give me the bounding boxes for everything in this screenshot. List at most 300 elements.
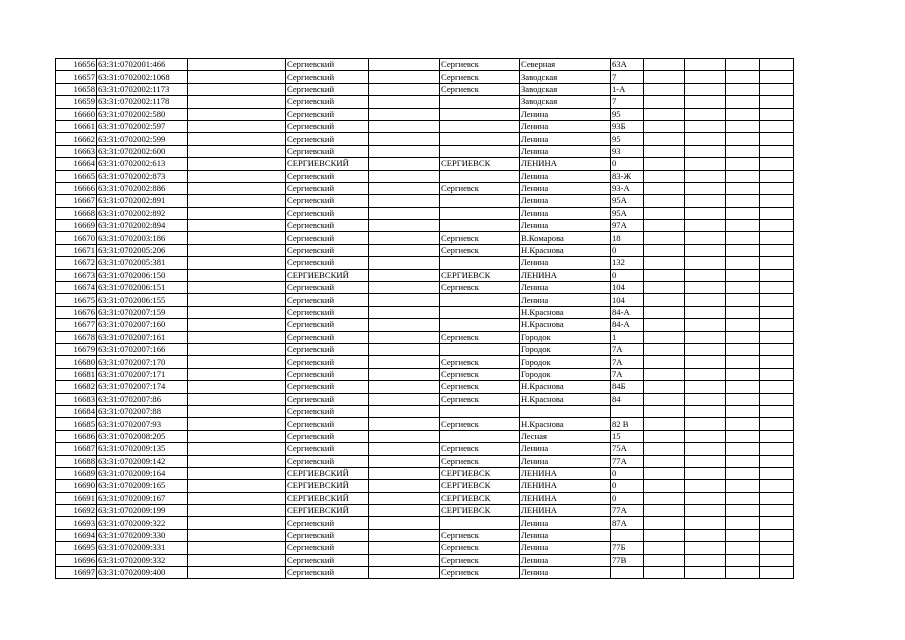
empty-cell [760, 120, 794, 132]
empty-cell [685, 145, 726, 157]
empty-cell [760, 343, 794, 355]
empty-cell [726, 554, 760, 566]
row-number-cell: 16670 [56, 232, 97, 244]
district-cell: Сергиевский [286, 306, 369, 318]
row-number-cell: 16691 [56, 492, 97, 504]
table-row [56, 195, 794, 207]
house-number-cell: 7 [611, 96, 644, 108]
empty-cell [644, 269, 685, 281]
house-number-cell: 93Б [611, 120, 644, 132]
empty-cell [760, 505, 794, 517]
empty-cell [726, 71, 760, 83]
street-cell: Заводская [520, 71, 611, 83]
empty-cell [188, 393, 286, 405]
district-cell: СЕРГИЕВСКИЙ [286, 505, 369, 517]
house-number-cell: 84-А [611, 306, 644, 318]
empty-cell [644, 319, 685, 331]
cadastral-number-cell: 63:31:0702007:170 [97, 356, 188, 368]
district-cell: Сергиевский [286, 244, 369, 256]
street-cell: Ленина [520, 195, 611, 207]
empty-cell [188, 207, 286, 219]
empty-cell [685, 430, 726, 442]
empty-cell [644, 71, 685, 83]
city-cell: Сергиевск [440, 455, 520, 467]
empty-cell [369, 467, 440, 479]
empty-cell [760, 418, 794, 430]
empty-cell [760, 430, 794, 442]
empty-cell [369, 269, 440, 281]
empty-cell [760, 59, 794, 71]
row-number-cell: 16663 [56, 145, 97, 157]
empty-cell [644, 282, 685, 294]
empty-cell [188, 443, 286, 455]
city-cell: Сергиевск [440, 542, 520, 554]
empty-cell [760, 381, 794, 393]
empty-cell [188, 492, 286, 504]
empty-cell [369, 319, 440, 331]
table-row [56, 368, 794, 380]
empty-cell [726, 158, 760, 170]
city-cell [440, 170, 520, 182]
table-row [56, 220, 794, 232]
district-cell: Сергиевский [286, 455, 369, 467]
empty-cell [369, 108, 440, 120]
district-cell: Сергиевский [286, 220, 369, 232]
city-cell: Сергиевск [440, 83, 520, 95]
table-row [56, 207, 794, 219]
house-number-cell: 18 [611, 232, 644, 244]
district-cell: Сергиевский [286, 430, 369, 442]
empty-cell [644, 244, 685, 256]
cadastral-number-cell: 63:31:0702009:330 [97, 529, 188, 541]
district-cell: Сергиевский [286, 554, 369, 566]
empty-cell [760, 517, 794, 529]
empty-cell [369, 554, 440, 566]
empty-cell [760, 480, 794, 492]
empty-cell [188, 170, 286, 182]
empty-cell [685, 343, 726, 355]
row-number-cell: 16692 [56, 505, 97, 517]
empty-cell [369, 418, 440, 430]
house-number-cell: 97А [611, 220, 644, 232]
empty-cell [685, 517, 726, 529]
table-row [56, 59, 794, 71]
row-number-cell: 16682 [56, 381, 97, 393]
district-cell: Сергиевский [286, 418, 369, 430]
district-cell: СЕРГИЕВСКИЙ [286, 480, 369, 492]
table-row [56, 294, 794, 306]
district-cell: Сергиевский [286, 282, 369, 294]
empty-cell [685, 480, 726, 492]
row-number-cell: 16678 [56, 331, 97, 343]
district-cell: СЕРГИЕВСКИЙ [286, 158, 369, 170]
empty-cell [188, 505, 286, 517]
street-cell: Ленина [520, 108, 611, 120]
empty-cell [644, 120, 685, 132]
city-cell [440, 207, 520, 219]
empty-cell [188, 83, 286, 95]
empty-cell [726, 306, 760, 318]
empty-cell [369, 567, 440, 579]
empty-cell [369, 133, 440, 145]
empty-cell [685, 170, 726, 182]
district-cell: Сергиевский [286, 59, 369, 71]
table-row [56, 244, 794, 256]
city-cell: Сергиевск [440, 282, 520, 294]
empty-cell [760, 467, 794, 479]
empty-cell [644, 331, 685, 343]
street-cell: Северная [520, 59, 611, 71]
district-cell: Сергиевский [286, 257, 369, 269]
cadastral-number-cell: 63:31:0702002:892 [97, 207, 188, 219]
empty-cell [726, 405, 760, 417]
city-cell: Сергиевск [440, 443, 520, 455]
street-cell: ЛЕНИНА [520, 505, 611, 517]
cadastral-number-cell: 63:31:0702002:1068 [97, 71, 188, 83]
empty-cell [369, 182, 440, 194]
empty-cell [369, 368, 440, 380]
cadastral-number-cell: 63:31:0702002:580 [97, 108, 188, 120]
district-cell: Сергиевский [286, 120, 369, 132]
empty-cell [685, 220, 726, 232]
empty-cell [685, 282, 726, 294]
empty-cell [685, 331, 726, 343]
district-cell: Сергиевский [286, 145, 369, 157]
empty-cell [685, 96, 726, 108]
empty-cell [188, 467, 286, 479]
empty-cell [760, 170, 794, 182]
empty-cell [760, 232, 794, 244]
row-number-cell: 16667 [56, 195, 97, 207]
city-cell [440, 430, 520, 442]
cadastral-number-cell: 63:31:0702006:155 [97, 294, 188, 306]
empty-cell [760, 108, 794, 120]
empty-cell [188, 554, 286, 566]
city-cell: Сергиевск [440, 59, 520, 71]
street-cell: Заводская [520, 96, 611, 108]
cadastral-number-cell: 63:31:0702002:1178 [97, 96, 188, 108]
empty-cell [188, 158, 286, 170]
house-number-cell: 84 [611, 393, 644, 405]
city-cell: Сергиевск [440, 529, 520, 541]
table-row [56, 393, 794, 405]
street-cell: Ленина [520, 554, 611, 566]
empty-cell [644, 207, 685, 219]
empty-cell [644, 195, 685, 207]
cadastral-number-cell: 63:31:0702007:166 [97, 343, 188, 355]
cadastral-number-cell: 63:31:0702006:151 [97, 282, 188, 294]
empty-cell [644, 133, 685, 145]
empty-cell [760, 96, 794, 108]
empty-cell [369, 83, 440, 95]
house-number-cell: 95 [611, 133, 644, 145]
table-row [56, 120, 794, 132]
empty-cell [760, 207, 794, 219]
house-number-cell: 1 [611, 331, 644, 343]
empty-cell [726, 517, 760, 529]
empty-cell [685, 133, 726, 145]
table-row [56, 517, 794, 529]
empty-cell [644, 517, 685, 529]
street-cell: Ленина [520, 443, 611, 455]
cadastral-number-cell: 63:31:0702002:597 [97, 120, 188, 132]
table-row [56, 567, 794, 579]
empty-cell [188, 269, 286, 281]
empty-cell [188, 455, 286, 467]
empty-cell [188, 71, 286, 83]
house-number-cell: 7А [611, 343, 644, 355]
cadastral-number-cell: 63:31:0702007:171 [97, 368, 188, 380]
empty-cell [369, 170, 440, 182]
empty-cell [369, 405, 440, 417]
cadastral-number-cell: 63:31:0702007:86 [97, 393, 188, 405]
row-number-cell: 16660 [56, 108, 97, 120]
table-row [56, 529, 794, 541]
empty-cell [188, 145, 286, 157]
empty-cell [726, 368, 760, 380]
empty-cell [369, 257, 440, 269]
house-number-cell: 83-Ж [611, 170, 644, 182]
street-cell [520, 405, 611, 417]
street-cell: Ленина [520, 170, 611, 182]
empty-cell [644, 257, 685, 269]
street-cell: Н.Краснова [520, 393, 611, 405]
empty-cell [644, 505, 685, 517]
table-row [56, 418, 794, 430]
table-body [56, 59, 794, 579]
empty-cell [760, 182, 794, 194]
city-cell [440, 108, 520, 120]
district-cell: Сергиевский [286, 71, 369, 83]
empty-cell [644, 182, 685, 194]
street-cell: Ленина [520, 529, 611, 541]
table-row [56, 145, 794, 157]
empty-cell [644, 96, 685, 108]
empty-cell [644, 59, 685, 71]
empty-cell [685, 405, 726, 417]
house-number-cell [611, 529, 644, 541]
house-number-cell: 0 [611, 244, 644, 256]
empty-cell [685, 158, 726, 170]
row-number-cell: 16677 [56, 319, 97, 331]
row-number-cell: 16659 [56, 96, 97, 108]
row-number-cell: 16686 [56, 430, 97, 442]
empty-cell [760, 455, 794, 467]
street-cell: Ленина [520, 517, 611, 529]
cadastral-number-cell: 63:31:0702009:322 [97, 517, 188, 529]
house-number-cell: 104 [611, 282, 644, 294]
row-number-cell: 16685 [56, 418, 97, 430]
empty-cell [685, 529, 726, 541]
empty-cell [760, 356, 794, 368]
empty-cell [644, 567, 685, 579]
empty-cell [726, 443, 760, 455]
city-cell: СЕРГИЕВСК [440, 158, 520, 170]
empty-cell [188, 319, 286, 331]
city-cell: Сергиевск [440, 554, 520, 566]
row-number-cell: 16656 [56, 59, 97, 71]
empty-cell [685, 418, 726, 430]
empty-cell [685, 257, 726, 269]
empty-cell [369, 282, 440, 294]
empty-cell [726, 567, 760, 579]
empty-cell [188, 542, 286, 554]
row-number-cell: 16673 [56, 269, 97, 281]
cadastral-number-cell: 63:31:0702008:205 [97, 430, 188, 442]
empty-cell [726, 145, 760, 157]
house-number-cell: 95А [611, 207, 644, 219]
row-number-cell: 16689 [56, 467, 97, 479]
empty-cell [726, 133, 760, 145]
empty-cell [369, 207, 440, 219]
empty-cell [760, 71, 794, 83]
empty-cell [685, 306, 726, 318]
empty-cell [369, 356, 440, 368]
empty-cell [685, 294, 726, 306]
street-cell: Ленина [520, 207, 611, 219]
empty-cell [726, 120, 760, 132]
empty-cell [369, 517, 440, 529]
empty-cell [369, 158, 440, 170]
table-row [56, 542, 794, 554]
row-number-cell: 16687 [56, 443, 97, 455]
empty-cell [369, 232, 440, 244]
district-cell: Сергиевский [286, 331, 369, 343]
district-cell: Сергиевский [286, 319, 369, 331]
cadastral-number-cell: 63:31:0702002:613 [97, 158, 188, 170]
city-cell: Сергиевск [440, 182, 520, 194]
table-row [56, 492, 794, 504]
district-cell: Сергиевский [286, 542, 369, 554]
empty-cell [760, 554, 794, 566]
empty-cell [760, 133, 794, 145]
table-row [56, 269, 794, 281]
row-number-cell: 16696 [56, 554, 97, 566]
city-cell [440, 319, 520, 331]
empty-cell [369, 393, 440, 405]
table-row [56, 443, 794, 455]
empty-cell [644, 529, 685, 541]
table-row [56, 356, 794, 368]
empty-cell [685, 492, 726, 504]
city-cell: Сергиевск [440, 356, 520, 368]
empty-cell [685, 207, 726, 219]
row-number-cell: 16694 [56, 529, 97, 541]
cadastral-number-cell: 63:31:0702009:142 [97, 455, 188, 467]
house-number-cell: 7А [611, 356, 644, 368]
city-cell: СЕРГИЕВСК [440, 480, 520, 492]
empty-cell [644, 343, 685, 355]
empty-cell [726, 294, 760, 306]
house-number-cell [611, 567, 644, 579]
empty-cell [685, 120, 726, 132]
empty-cell [760, 393, 794, 405]
house-number-cell: 93 [611, 145, 644, 157]
cadastral-number-cell: 63:31:0702009:199 [97, 505, 188, 517]
district-cell: Сергиевский [286, 195, 369, 207]
empty-cell [644, 418, 685, 430]
empty-cell [188, 220, 286, 232]
city-cell [440, 195, 520, 207]
empty-cell [644, 306, 685, 318]
district-cell: Сергиевский [286, 393, 369, 405]
table-row [56, 480, 794, 492]
city-cell: СЕРГИЕВСК [440, 269, 520, 281]
row-number-cell: 16695 [56, 542, 97, 554]
empty-cell [369, 492, 440, 504]
row-number-cell: 16665 [56, 170, 97, 182]
empty-cell [726, 467, 760, 479]
empty-cell [369, 59, 440, 71]
street-cell: В.Комарова [520, 232, 611, 244]
house-number-cell: 104 [611, 294, 644, 306]
empty-cell [188, 96, 286, 108]
empty-cell [726, 505, 760, 517]
street-cell: Ленина [520, 120, 611, 132]
empty-cell [726, 492, 760, 504]
empty-cell [369, 195, 440, 207]
empty-cell [369, 71, 440, 83]
street-cell: Н.Краснова [520, 418, 611, 430]
empty-cell [188, 133, 286, 145]
empty-cell [188, 257, 286, 269]
table-row [56, 319, 794, 331]
empty-cell [760, 294, 794, 306]
empty-cell [685, 368, 726, 380]
row-number-cell: 16684 [56, 405, 97, 417]
empty-cell [726, 257, 760, 269]
empty-cell [760, 567, 794, 579]
empty-cell [188, 182, 286, 194]
house-number-cell: 7 [611, 71, 644, 83]
empty-cell [369, 331, 440, 343]
house-number-cell: 77В [611, 554, 644, 566]
empty-cell [726, 170, 760, 182]
table-row [56, 96, 794, 108]
empty-cell [726, 529, 760, 541]
empty-cell [188, 108, 286, 120]
row-number-cell: 16690 [56, 480, 97, 492]
cadastral-number-cell: 63:31:0702009:332 [97, 554, 188, 566]
city-cell [440, 517, 520, 529]
street-cell: ЛЕНИНА [520, 269, 611, 281]
row-number-cell: 16675 [56, 294, 97, 306]
street-cell: Городок [520, 331, 611, 343]
empty-cell [726, 83, 760, 95]
empty-cell [369, 529, 440, 541]
empty-cell [726, 220, 760, 232]
empty-cell [685, 182, 726, 194]
empty-cell [726, 343, 760, 355]
empty-cell [760, 158, 794, 170]
city-cell: Сергиевск [440, 393, 520, 405]
city-cell: Сергиевск [440, 567, 520, 579]
empty-cell [188, 59, 286, 71]
empty-cell [726, 182, 760, 194]
cadastral-number-cell: 63:31:0702005:206 [97, 244, 188, 256]
cadastral-number-cell: 63:31:0702002:873 [97, 170, 188, 182]
empty-cell [188, 480, 286, 492]
cadastral-number-cell: 63:31:0702009:331 [97, 542, 188, 554]
street-cell: Заводская [520, 83, 611, 95]
empty-cell [188, 405, 286, 417]
cadastral-number-cell: 63:31:0702009:164 [97, 467, 188, 479]
row-number-cell: 16672 [56, 257, 97, 269]
street-cell: Н.Краснова [520, 319, 611, 331]
row-number-cell: 16664 [56, 158, 97, 170]
table-row [56, 282, 794, 294]
street-cell: Ленина [520, 567, 611, 579]
